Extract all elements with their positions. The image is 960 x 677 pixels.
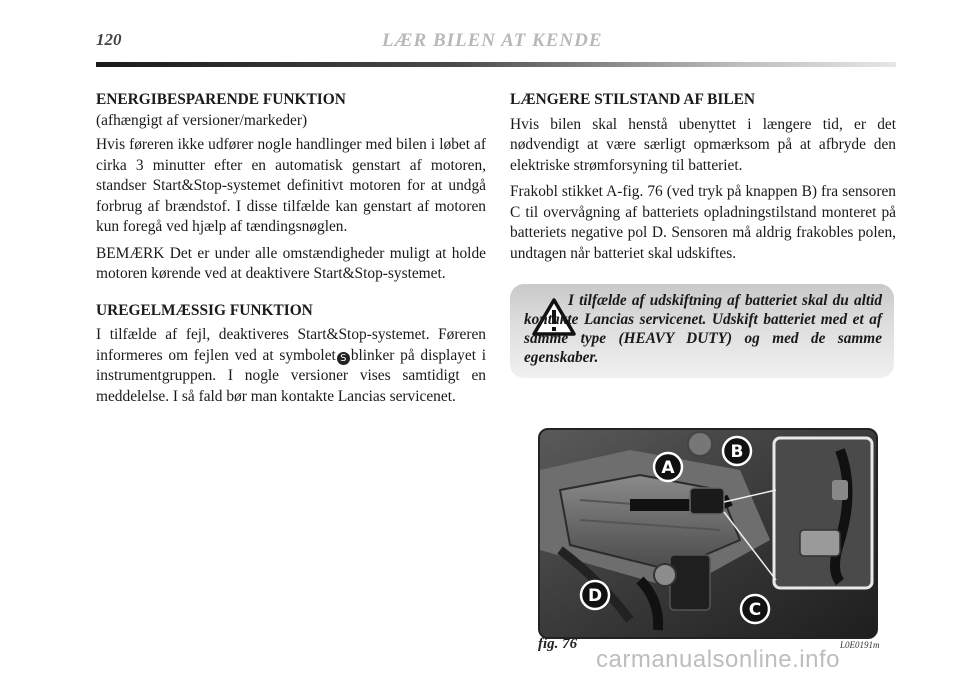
start-stop-warning-icon: S [337, 352, 350, 365]
left-column [96, 90, 486, 413]
figure-label-c: C [748, 600, 762, 620]
figure-76 [538, 428, 878, 639]
running-title: LÆR BILEN AT KENDE [382, 30, 603, 51]
paragraph-storage-2: Frakobl stikket A-fig. 76 (ved tryk på knappen B) fra sensoren C til overvågning af batteriets opladningstilstand monteret på batteriets negative pol D. Sensoren må aldrig frakobles polen, undtagen når batteriet skal udskiftes. [510, 183, 896, 262]
paragraph-energy-1: Hvis føreren ikke udfører nogle handlinger med bilen i løbet af cirka 3 minutter efter en automatisk genstart af motoren, standser Start&Stop-systemet definitivt motoren for at undgå forbrug af brændstof. I disse tilfælde kan genstart af motoren kun foregå ved hjælp af tændingsnøglen. [96, 136, 486, 235]
section-title-storage: LÆNGERE STILSTAND AF BILEN [510, 91, 756, 108]
figure-code: L0E0191m [840, 640, 880, 650]
figure-label-a: A [661, 458, 675, 478]
paragraph-energy-note: BEMÆRK Det er under alle omstændigheder muligt at holde motoren kørende ved at deaktivere Start&Stop-systemet. [96, 244, 486, 282]
page-number: 120 [96, 30, 122, 49]
paragraph-malfunction-a: I tilfælde af fejl, deaktiveres Start&Stop-systemet. Føreren informeres om fejlen ved at symbolet [96, 326, 486, 364]
figure-label-b: B [730, 442, 744, 462]
right-column [510, 90, 896, 270]
figure-label-d: D [587, 586, 603, 606]
section-subtitle-energy: (afhængigt af versioner/markeder) [96, 111, 308, 129]
warning-text: I tilfælde af udskiftning af batteriet skal du altid kontakte Lancias servicenet. Udskift batteriet med et af samme type (HEAVY DUTY) og med de samme egenskaber. [524, 292, 882, 366]
watermark: carmanualsonline.info [596, 646, 840, 673]
warning-box [510, 284, 894, 378]
battery-sensor-illustration [540, 430, 876, 637]
section-title-malfunction: UREGELMÆSSIG FUNKTION [96, 301, 313, 319]
paragraph-storage-1: Hvis bilen skal henstå ubenyttet i længere tid, er det nødvendigt at være særligt opmærksom på at afbryde den elektriske strømforsyning til batteriet. [510, 115, 896, 174]
figure-caption: fig. 76 [538, 636, 578, 652]
paragraph-malfunction [96, 325, 486, 407]
header-rule [96, 62, 896, 67]
paragraph-malfunction-b: blinker på displayet i instrumentgruppen. I nogle versioner vises samtidigt en meddelelse. I så fald bør man kontakte Lancias servicenet. [96, 346, 486, 405]
section-title-energy: ENERGIBESPARENDE FUNKTION [96, 91, 346, 108]
page-header [96, 30, 896, 56]
